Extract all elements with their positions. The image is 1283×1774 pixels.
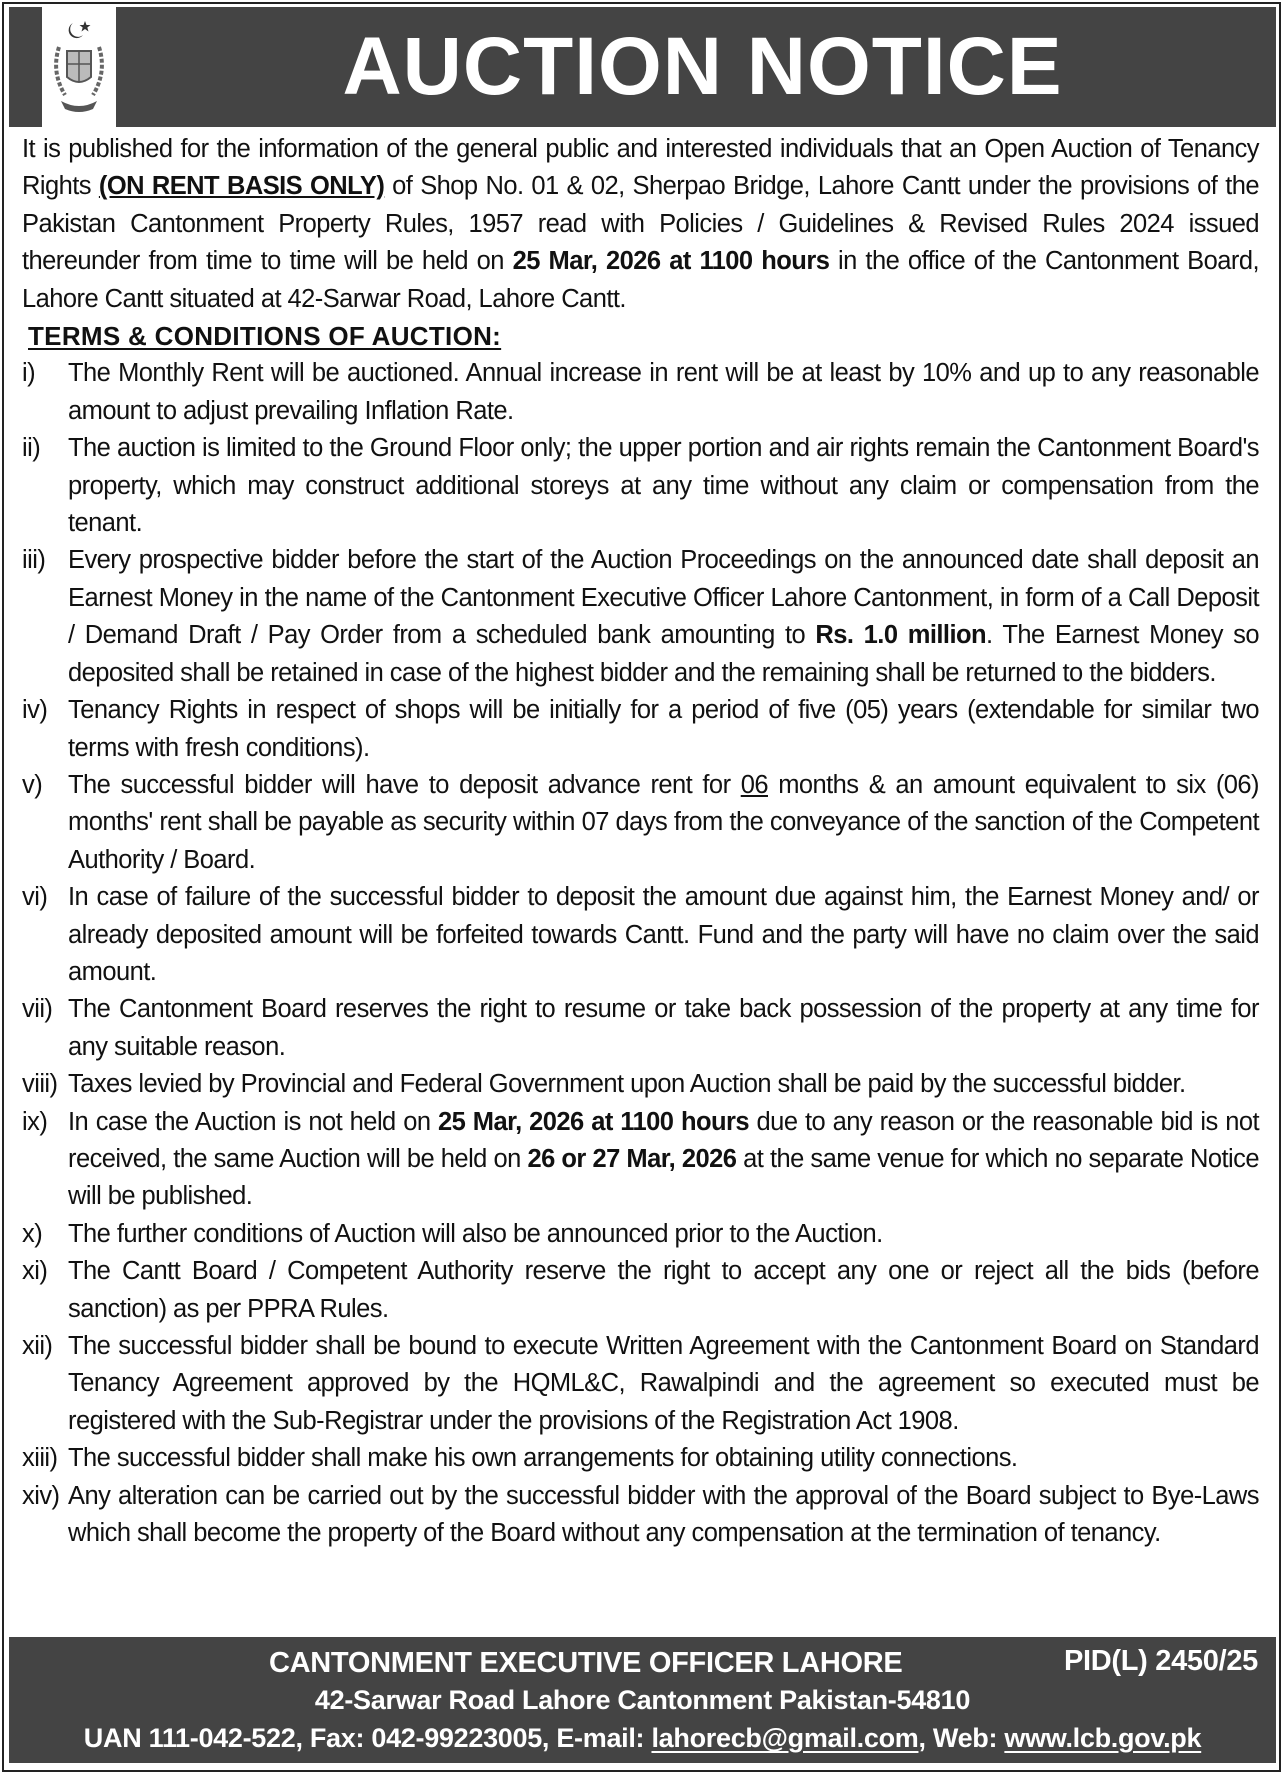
term-item (22, 542, 1259, 692)
emphasized-text: 25 Mar, 2026 at 1100 hours (438, 1107, 750, 1136)
term-item (22, 355, 1259, 430)
term-item (22, 991, 1259, 1066)
term-number: x) (22, 1219, 43, 1248)
term-number: vii) (22, 995, 53, 1024)
term-number: xi) (22, 1257, 48, 1286)
emphasized-text: Rs. 1.0 million (815, 621, 987, 650)
text-segment: Any alteration can be carried out by the successful bidder with the approval of the Board subject to Bye-Laws which shall become the property of the Board without any compensation at the termination of tenancy. (68, 1481, 1259, 1548)
text-segment: The Cantonment Board reserves the right to resume or take back possession of the property at any time for any suitable reason. (68, 995, 1259, 1061)
text-segment: Taxes levied by Provincial and Federal Government upon Auction shall be paid by the successful bidder. (68, 1070, 1186, 1099)
term-item (22, 1253, 1259, 1328)
term-item (22, 430, 1259, 542)
web-label: , Web: (918, 1723, 1005, 1753)
term-item (22, 1066, 1259, 1103)
term-item (22, 1440, 1259, 1477)
term-text (68, 1478, 1259, 1553)
term-item (22, 767, 1259, 879)
text-segment: months & an amount equivalent to six (06) months' rent shall be payable as security within 07 days from the conveyance of the sanction of the Competent Authority / Board. (68, 770, 1259, 874)
issuing-office: CANTONMENT EXECUTIVE OFFICER LAHORE (269, 1647, 903, 1679)
term-text (68, 1066, 1259, 1103)
text-segment: The successful bidder shall make his own arrangements for obtaining utility connections. (68, 1444, 1018, 1473)
office-address: 42-Sarwar Road Lahore Cantonment Pakistan-54810 (314, 1685, 971, 1715)
text-segment: Every prospective bidder before the start of the Auction Proceedings on the announced date shall deposit an Earnest Money in the name of the Cantonment Executive Officer Lahore Cantonment, in form of a Call Deposit / Demand Draft / Pay Order from a scheduled bank amounting to (68, 546, 1259, 650)
emphasized-text: 06 (740, 770, 768, 799)
text-segment: The successful bidder will have to deposit advance rent for (68, 770, 741, 799)
term-item (22, 692, 1259, 767)
email-link[interactable]: lahorecb@gmail.com (651, 1723, 919, 1753)
term-text (68, 991, 1259, 1066)
term-text (68, 879, 1259, 991)
term-item (22, 1478, 1259, 1553)
term-text (68, 1104, 1259, 1216)
text-segment: of Shop No. 01 & 02, Sherpao Bridge, Lahore Cantt under the provisions of the Pakistan Cantonment Property Rules, 1957 read with Policies / Guidelines & Revised Rules 2024 issued thereunder from time to time will be held on (22, 172, 1259, 276)
term-text (68, 1440, 1259, 1477)
term-item (22, 1328, 1259, 1440)
intro-paragraph (22, 131, 1259, 318)
text-segment: The auction is limited to the Ground Floor only; the upper portion and air rights remain the Cantonment Board's property, which may construct additional storeys at any time without any claim or compensation from the tenant. (68, 434, 1259, 538)
term-number: iv) (22, 696, 48, 725)
term-text (68, 767, 1259, 879)
text-segment: at the same venue for which no separate Notice will be published. (68, 1144, 1260, 1211)
text-segment: in the office of the Cantonment Board, Lahore Cantt situated at 42-Sarwar Road, Lahore Cantt. (22, 247, 1259, 313)
contact-line (9, 1723, 1276, 1754)
terms-heading: TERMS & CONDITIONS OF AUCTION: (28, 321, 502, 352)
term-number: iii) (22, 546, 46, 575)
term-text (68, 430, 1259, 542)
text-segment: It is published for the information of the general public and interested individuals that an Open Auction of Tenancy Rights (22, 135, 1259, 201)
notice-body (22, 131, 1259, 1552)
term-item (22, 1104, 1259, 1216)
contact-numbers: UAN 111-042-522, Fax: 042-99223005, E-mail: (83, 1723, 652, 1753)
term-text (68, 355, 1259, 430)
term-number: ii) (22, 434, 41, 463)
pid-number: PID(L) 2450/25 (1063, 1645, 1258, 1677)
text-segment: The Monthly Rent will be auctioned. Annual increase in rent will be at least by 10% and up to any reasonable amount to adjust prevailing Inflation Rate. (68, 359, 1259, 425)
term-number: viii) (22, 1070, 58, 1099)
text-segment: The further conditions of Auction will also be announced prior to the Auction. (68, 1219, 883, 1248)
emphasized-text: 26 or 27 Mar, 2026 (527, 1144, 737, 1173)
emphasized-text: 25 Mar, 2026 at 1100 hours (512, 247, 830, 276)
text-segment: In case the Auction is not held on (68, 1107, 439, 1136)
website-link[interactable]: www.lcb.gov.pk (1004, 1723, 1202, 1753)
term-number: v) (22, 770, 43, 799)
terms-list (22, 355, 1259, 1552)
header-banner (9, 7, 1276, 127)
term-item (22, 1216, 1259, 1253)
term-number: i) (22, 359, 36, 388)
text-segment: due to any reason or the reasonable bid is not received, the same Auction will be held on (68, 1107, 1260, 1173)
term-number: xiii) (22, 1444, 58, 1473)
page-title: AUCTION NOTICE (342, 21, 1063, 112)
government-emblem-icon (42, 7, 116, 127)
footer-banner (9, 1637, 1276, 1763)
term-text (68, 1328, 1259, 1440)
term-number: xii) (22, 1332, 53, 1360)
text-segment: The successful bidder shall be bound to execute Written Agreement with the Cantonment Board on Standard Tenancy Agreement approved by the HQML&C, Rawalpindi and the agreement so executed must be registered with the Sub-Registrar under the provisions of the Registration Act 1908. (68, 1332, 1259, 1435)
text-segment: Tenancy Rights in respect of shops will be initially for a period of five (05) years (extendable for similar two terms with fresh conditions). (68, 696, 1259, 762)
emphasized-text: (ON RENT BASIS ONLY) (98, 172, 385, 201)
text-segment: In case of failure of the successful bidder to deposit the amount due against him, the Earnest Money and/ or already deposited amount will be forfeited towards Cantt. Fund and the party will have no claim over the said amount. (68, 883, 1259, 986)
term-text (68, 692, 1259, 767)
term-item (22, 879, 1259, 991)
text-segment: The Cantt Board / Competent Authority reserve the right to accept any one or reject all the bids (before sanction) as per PPRA Rules. (68, 1257, 1259, 1323)
text-segment: . The Earnest Money so deposited shall be retained in case of the highest bidder and the remaining shall be returned to the bidders. (68, 621, 1260, 687)
term-number: vi) (22, 883, 48, 912)
term-number: ix) (22, 1107, 48, 1136)
term-text (68, 1216, 1259, 1253)
term-number: xiv) (22, 1481, 60, 1510)
term-text (68, 542, 1259, 692)
term-text (68, 1253, 1259, 1328)
